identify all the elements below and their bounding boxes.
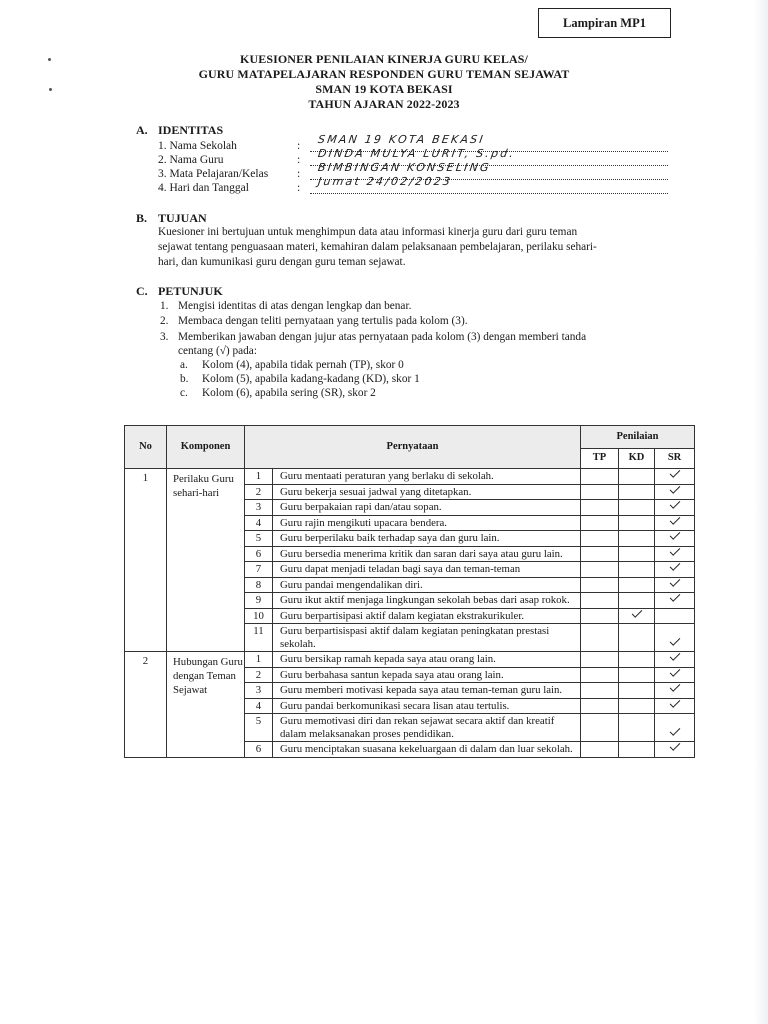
checkmark-icon [669,529,680,540]
item-number: 2. [160,315,169,327]
checkmark-icon [669,498,680,509]
statement-number: 10 [245,608,273,624]
rating-cell-tp [581,546,619,562]
rating-cell-tp [581,698,619,714]
rating-cell-tp [581,515,619,531]
header-kd: KD [619,449,655,469]
statement-text: Guru berpartisipasi aktif dalam kegiatan ekstrakurikuler. [273,608,581,624]
page-edge-shadow [754,0,768,1024]
statement-text: Guru rajin mengikuti upacara bendera. [273,515,581,531]
statement-text: Guru mentaati peraturan yang berlaku di sekolah. [273,469,581,485]
statement-text: Guru berperilaku baik terhadap saya dan guru lain. [273,531,581,547]
section-title: PETUNJUK [158,284,223,298]
statement-text: Guru memberi motivasi kepada saya atau teman-teman guru lain. [273,683,581,699]
statement-number: 11 [245,624,273,652]
field-label: 3. Mata Pelajaran/Kelas [158,168,269,180]
checkmark-icon [669,467,680,478]
statement-number: 4 [245,515,273,531]
item-letter: b. [180,373,189,385]
statement-text: Guru pandai berkomunikasi secara lisan atau tertulis. [273,698,581,714]
questionnaire-table [124,425,695,758]
checkmark-icon [669,514,680,525]
attachment-label-box [538,8,671,38]
statement-number: 7 [245,562,273,578]
rating-cell-sr [655,562,695,578]
item-letter: c. [180,387,188,399]
rating-cell-kd [619,624,655,652]
item-text: Kolom (6), apabila sering (SR), skor 2 [202,387,376,399]
item-text: Kolom (5), apabila kadang-kadang (KD), skor 1 [202,373,420,385]
tujuan-paragraph [158,225,678,270]
identity-field [158,175,668,195]
rating-cell-kd [619,577,655,593]
rating-cell-sr [655,683,695,699]
rating-cell-tp [581,667,619,683]
field-colon: : [297,140,301,152]
checkmark-icon [669,697,680,708]
item-letter: a. [180,359,188,371]
rating-cell-kd [619,652,655,668]
fill-line [310,193,668,194]
statement-text: Guru bekerja sesuai jadwal yang ditetapkan. [273,484,581,500]
title-line-3: SMAN 19 KOTA BEKASI [315,82,453,96]
rating-cell-kd [619,742,655,758]
rating-cell-kd [619,608,655,624]
statement-text: Guru bersikap ramah kepada saya atau orang lain. [273,652,581,668]
checkmark-icon [669,560,680,571]
item-number: 1. [160,300,169,312]
rating-cell-tp [581,624,619,652]
rating-cell-tp [581,500,619,516]
rating-cell-tp [581,484,619,500]
statement-number: 6 [245,546,273,562]
rating-cell-sr [655,624,695,652]
table-row [125,469,695,485]
item-text: Memberikan jawaban dengan jujur atas pernyataan pada kolom (3) dengan memberi tanda [178,331,587,343]
handwritten-value: Jumat 24/02/2023 [317,175,454,188]
rating-cell-kd [619,484,655,500]
statement-number: 2 [245,484,273,500]
checkmark-icon [669,740,680,751]
statement-text: Guru dapat menjadi teladan bagi saya dan teman-teman [273,562,581,578]
header-tp: TP [581,449,619,469]
statement-number: 1 [245,469,273,485]
rating-cell-sr [655,652,695,668]
rating-cell-sr [655,667,695,683]
rating-cell-kd [619,515,655,531]
checkmark-icon [669,591,680,602]
field-label: 4. Hari dan Tanggal [158,182,249,194]
statement-text: Guru ikut aktif menjaga lingkungan sekolah bebas dari asap rokok. [273,593,581,609]
rating-cell-sr [655,698,695,714]
header-sr: SR [655,449,695,469]
rating-cell-kd [619,562,655,578]
rating-cell-sr [655,714,695,742]
rating-cell-sr [655,500,695,516]
statement-text: Guru berbahasa santun kepada saya atau orang lain. [273,667,581,683]
title-line-4: TAHUN AJARAN 2022-2023 [308,97,460,111]
rating-cell-tp [581,531,619,547]
title-line-2: GURU MATAPELAJARAN RESPONDEN GURU TEMAN SEJAWAT [198,67,570,81]
checkmark-icon [669,545,680,556]
section-letter: C. [136,284,148,298]
statement-number: 4 [245,698,273,714]
rating-cell-tp [581,577,619,593]
item-number: 3. [160,331,169,343]
statement-number: 1 [245,652,273,668]
component-name: Perilaku Guru sehari-hari [167,469,245,652]
rating-cell-sr [655,742,695,758]
statement-text: Guru memotivasi diri dan rekan sejawat secara aktif dan kreatif dalam melaksanakan proses pendidikan. [273,714,581,742]
header-pernyataan: Pernyataan [245,426,581,469]
title-line-1: KUESIONER PENILAIAN KINERJA GURU KELAS/ [240,52,528,66]
handwritten-value: DINDA MULYA LURIT, S.pd. [317,147,517,160]
table-body [125,469,695,758]
section-petunjuk-heading [0,284,768,298]
rating-cell-kd [619,500,655,516]
field-colon: : [297,182,301,194]
field-label: 1. Nama Sekolah [158,140,237,152]
handwritten-value: SMAN 19 KOTA BEKASI [317,133,486,146]
rating-cell-sr [655,531,695,547]
statement-text: Guru berpakaian rapi dan/atau sopan. [273,500,581,516]
statement-text: Guru bersedia menerima kritik dan saran dari saya atau guru lain. [273,546,581,562]
rating-cell-kd [619,698,655,714]
item-text: Membaca dengan teliti pernyataan yang tertulis pada kolom (3). [178,315,468,327]
table-row [125,652,695,668]
component-name: Hubungan Guru dengan Teman Sejawat [167,652,245,758]
rating-cell-sr [655,546,695,562]
statement-number: 9 [245,593,273,609]
item-text: centang (√) pada: [178,345,257,357]
paragraph-line: hari, dan kumunikasi guru dengan guru teman sejawat. [158,256,406,268]
statement-text: Guru pandai mengendalikan diri. [273,577,581,593]
rating-cell-sr [655,593,695,609]
field-label: 2. Nama Guru [158,154,224,166]
rating-cell-tp [581,593,619,609]
rating-cell-kd [619,546,655,562]
rating-cell-tp [581,562,619,578]
attachment-label: Lampiran MP1 [563,15,646,30]
checkmark-icon [669,483,680,494]
header-penilaian: Penilaian [581,426,695,449]
rating-cell-sr [655,484,695,500]
field-colon: : [297,154,301,166]
rating-cell-tp [581,469,619,485]
rating-cell-tp [581,608,619,624]
item-text: Mengisi identitas di atas dengan lengkap dan benar. [178,300,412,312]
checkmark-icon [669,576,680,587]
checkmark-icon [669,635,680,646]
rating-cell-kd [619,531,655,547]
paragraph-line: Kuesioner ini bertujuan untuk menghimpun data atau informasi kinerja guru dari guru teman [158,226,578,238]
rating-cell-kd [619,667,655,683]
statement-number: 3 [245,683,273,699]
rating-cell-tp [581,652,619,668]
component-number: 1 [125,469,167,652]
rating-cell-sr [655,577,695,593]
checkmark-icon [669,681,680,692]
section-title: TUJUAN [158,211,207,225]
checkmark-icon [669,666,680,677]
component-number: 2 [125,652,167,758]
rating-cell-tp [581,683,619,699]
header-no: No [125,426,167,469]
field-colon: : [297,168,301,180]
statement-number: 5 [245,714,273,742]
statement-number: 5 [245,531,273,547]
rating-cell-kd [619,469,655,485]
statement-number: 2 [245,667,273,683]
rating-cell-tp [581,714,619,742]
section-letter: B. [136,211,148,225]
rating-cell-kd [619,683,655,699]
section-letter: A. [136,123,148,137]
handwritten-value: BIMBINGAN KONSELING [317,161,492,174]
statement-text: Guru menciptakan suasana kekeluargaan di dalam dan luar sekolah. [273,742,581,758]
checkmark-icon [631,607,642,618]
rating-cell-kd [619,714,655,742]
section-tujuan-heading [0,211,768,225]
header-komponen: Komponen [167,426,245,469]
rating-cell-kd [619,593,655,609]
item-text: Kolom (4), apabila tidak pernah (TP), skor 0 [202,359,404,371]
paragraph-line: sejawat tentang penguasaan materi, kemahiran dalam pelaksanaan pembelajaran, perilaku sehari- [158,241,597,253]
statement-text: Guru berpartisispasi aktif dalam kegiatan peningkatan prestasi sekolah. [273,624,581,652]
section-title: IDENTITAS [158,123,224,137]
rating-cell-sr [655,608,695,624]
statement-number: 3 [245,500,273,516]
rating-cell-sr [655,515,695,531]
statement-number: 8 [245,577,273,593]
rating-cell-sr [655,469,695,485]
checkmark-icon [669,725,680,736]
statement-number: 6 [245,742,273,758]
checkmark-icon [669,650,680,661]
rating-cell-tp [581,742,619,758]
